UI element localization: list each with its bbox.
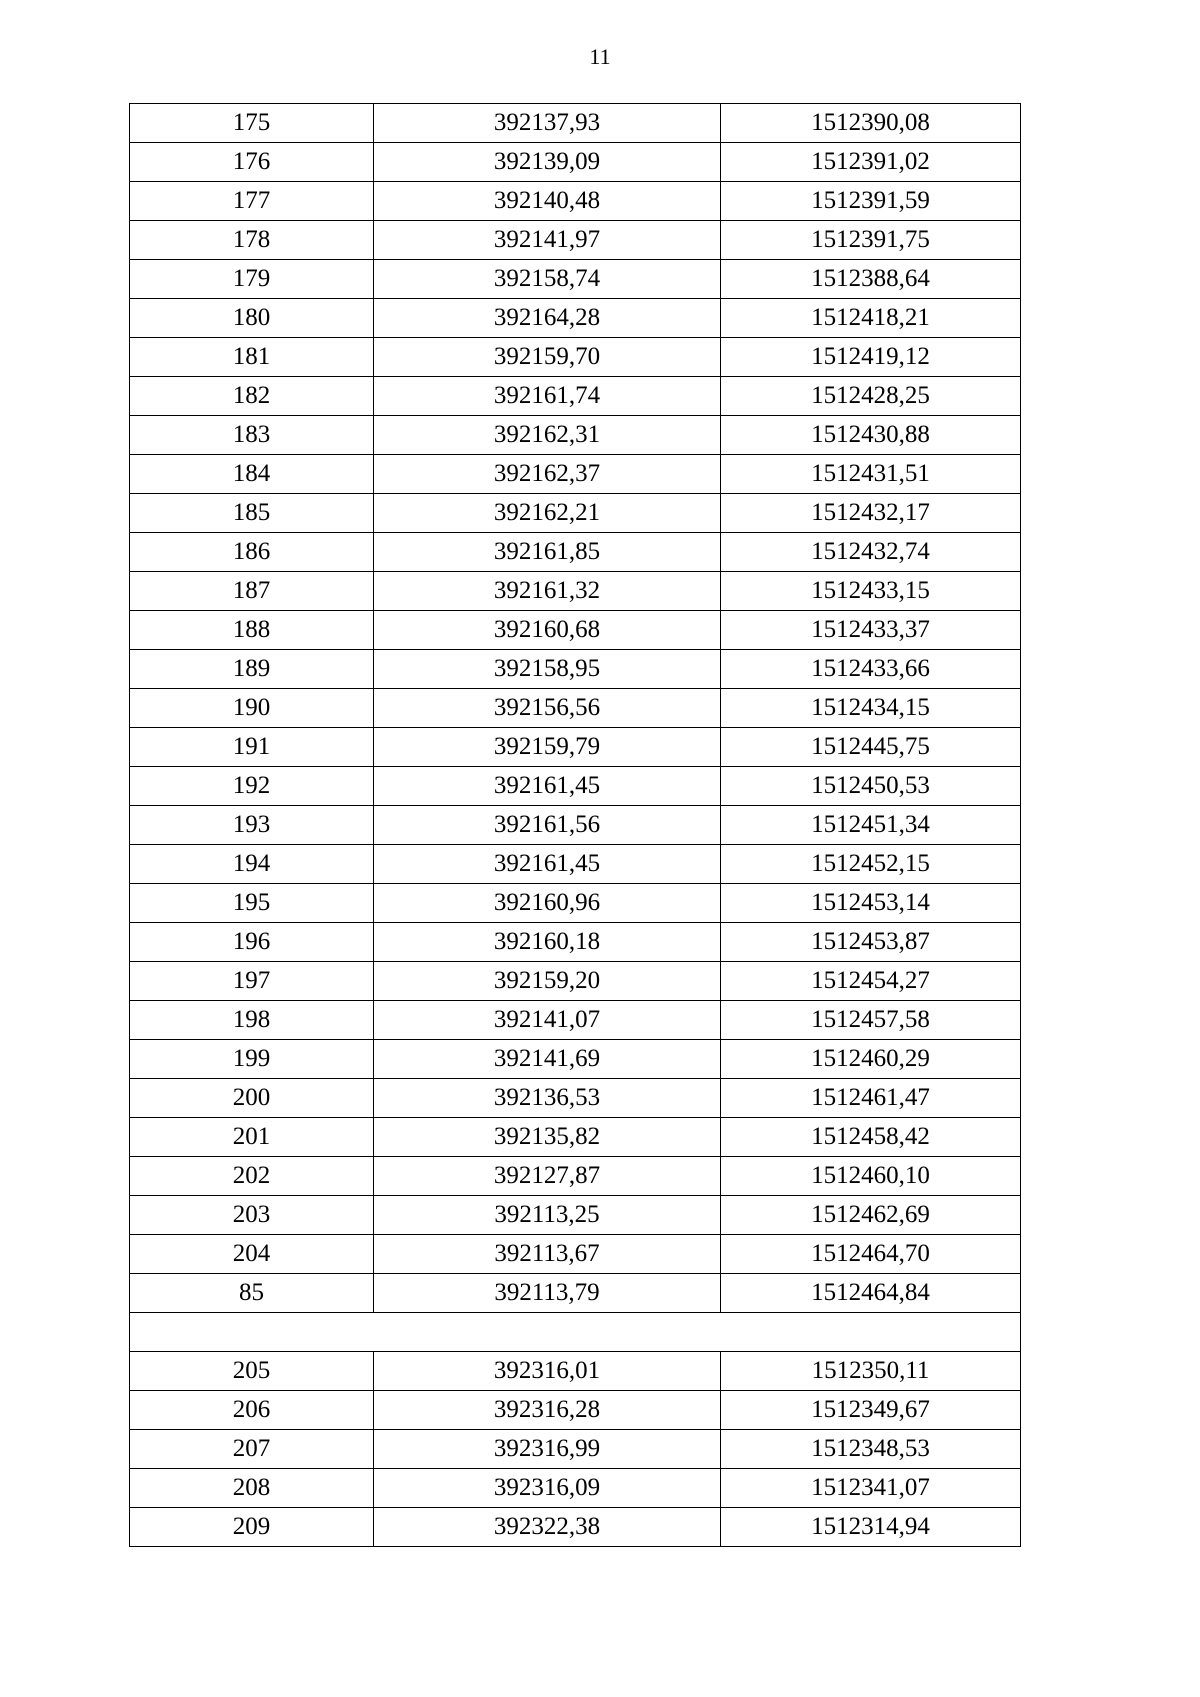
table-row bbox=[130, 1157, 1021, 1196]
x-coordinate-cell: 392141,07 bbox=[374, 1001, 721, 1040]
x-coordinate-cell: 392113,25 bbox=[374, 1196, 721, 1235]
x-coordinate-cell: 392136,53 bbox=[374, 1079, 721, 1118]
y-coordinate-cell: 1512428,25 bbox=[721, 377, 1021, 416]
table-row bbox=[130, 104, 1021, 143]
group-separator-cell bbox=[130, 1313, 1021, 1352]
y-coordinate-cell: 1512458,42 bbox=[721, 1118, 1021, 1157]
point-number-cell: 196 bbox=[130, 923, 374, 962]
point-number-cell: 178 bbox=[130, 221, 374, 260]
y-coordinate-cell: 1512388,64 bbox=[721, 260, 1021, 299]
point-number-cell: 197 bbox=[130, 962, 374, 1001]
y-coordinate-cell: 1512419,12 bbox=[721, 338, 1021, 377]
table-row bbox=[130, 182, 1021, 221]
point-number-cell: 198 bbox=[130, 1001, 374, 1040]
point-number-cell: 201 bbox=[130, 1118, 374, 1157]
y-coordinate-cell: 1512341,07 bbox=[721, 1469, 1021, 1508]
point-number-cell: 192 bbox=[130, 767, 374, 806]
x-coordinate-cell: 392137,93 bbox=[374, 104, 721, 143]
y-coordinate-cell: 1512390,08 bbox=[721, 104, 1021, 143]
x-coordinate-cell: 392161,45 bbox=[374, 845, 721, 884]
y-coordinate-cell: 1512433,37 bbox=[721, 611, 1021, 650]
point-number-cell: 185 bbox=[130, 494, 374, 533]
table-row bbox=[130, 1274, 1021, 1313]
table-row bbox=[130, 1508, 1021, 1547]
table-row bbox=[130, 650, 1021, 689]
y-coordinate-cell: 1512453,87 bbox=[721, 923, 1021, 962]
point-number-cell: 200 bbox=[130, 1079, 374, 1118]
point-number-cell: 191 bbox=[130, 728, 374, 767]
x-coordinate-cell: 392162,21 bbox=[374, 494, 721, 533]
x-coordinate-cell: 392127,87 bbox=[374, 1157, 721, 1196]
table-row bbox=[130, 455, 1021, 494]
x-coordinate-cell: 392161,56 bbox=[374, 806, 721, 845]
table-row bbox=[130, 767, 1021, 806]
point-number-cell: 183 bbox=[130, 416, 374, 455]
table-row bbox=[130, 728, 1021, 767]
x-coordinate-cell: 392316,01 bbox=[374, 1352, 721, 1391]
y-coordinate-cell: 1512314,94 bbox=[721, 1508, 1021, 1547]
point-number-cell: 175 bbox=[130, 104, 374, 143]
x-coordinate-cell: 392113,79 bbox=[374, 1274, 721, 1313]
y-coordinate-cell: 1512445,75 bbox=[721, 728, 1021, 767]
table-row bbox=[130, 299, 1021, 338]
x-coordinate-cell: 392161,32 bbox=[374, 572, 721, 611]
point-number-cell: 182 bbox=[130, 377, 374, 416]
y-coordinate-cell: 1512391,75 bbox=[721, 221, 1021, 260]
table-row bbox=[130, 377, 1021, 416]
table-row bbox=[130, 1040, 1021, 1079]
y-coordinate-cell: 1512457,58 bbox=[721, 1001, 1021, 1040]
y-coordinate-cell: 1512434,15 bbox=[721, 689, 1021, 728]
x-coordinate-cell: 392158,74 bbox=[374, 260, 721, 299]
x-coordinate-cell: 392113,67 bbox=[374, 1235, 721, 1274]
y-coordinate-cell: 1512432,17 bbox=[721, 494, 1021, 533]
point-number-cell: 176 bbox=[130, 143, 374, 182]
point-number-cell: 179 bbox=[130, 260, 374, 299]
table-row bbox=[130, 572, 1021, 611]
y-coordinate-cell: 1512391,02 bbox=[721, 143, 1021, 182]
y-coordinate-cell: 1512460,29 bbox=[721, 1040, 1021, 1079]
x-coordinate-cell: 392159,20 bbox=[374, 962, 721, 1001]
x-coordinate-cell: 392160,18 bbox=[374, 923, 721, 962]
x-coordinate-cell: 392316,28 bbox=[374, 1391, 721, 1430]
table-row bbox=[130, 533, 1021, 572]
point-number-cell: 189 bbox=[130, 650, 374, 689]
point-number-cell: 184 bbox=[130, 455, 374, 494]
point-number-cell: 190 bbox=[130, 689, 374, 728]
point-number-cell: 206 bbox=[130, 1391, 374, 1430]
x-coordinate-cell: 392162,31 bbox=[374, 416, 721, 455]
y-coordinate-cell: 1512433,66 bbox=[721, 650, 1021, 689]
page-number: 11 bbox=[589, 44, 611, 69]
x-coordinate-cell: 392141,69 bbox=[374, 1040, 721, 1079]
x-coordinate-cell: 392139,09 bbox=[374, 143, 721, 182]
x-coordinate-cell: 392162,37 bbox=[374, 455, 721, 494]
point-number-cell: 181 bbox=[130, 338, 374, 377]
table-row bbox=[130, 845, 1021, 884]
table-row bbox=[130, 923, 1021, 962]
x-coordinate-cell: 392158,95 bbox=[374, 650, 721, 689]
point-number-cell: 188 bbox=[130, 611, 374, 650]
y-coordinate-cell: 1512454,27 bbox=[721, 962, 1021, 1001]
coordinates-table bbox=[129, 103, 1021, 1547]
table-row bbox=[130, 962, 1021, 1001]
y-coordinate-cell: 1512348,53 bbox=[721, 1430, 1021, 1469]
table-row bbox=[130, 143, 1021, 182]
table-row bbox=[130, 689, 1021, 728]
x-coordinate-cell: 392159,79 bbox=[374, 728, 721, 767]
point-number-cell: 208 bbox=[130, 1469, 374, 1508]
y-coordinate-cell: 1512452,15 bbox=[721, 845, 1021, 884]
y-coordinate-cell: 1512391,59 bbox=[721, 182, 1021, 221]
x-coordinate-cell: 392160,68 bbox=[374, 611, 721, 650]
point-number-cell: 195 bbox=[130, 884, 374, 923]
x-coordinate-cell: 392164,28 bbox=[374, 299, 721, 338]
x-coordinate-cell: 392161,85 bbox=[374, 533, 721, 572]
y-coordinate-cell: 1512350,11 bbox=[721, 1352, 1021, 1391]
point-number-cell: 199 bbox=[130, 1040, 374, 1079]
y-coordinate-cell: 1512431,51 bbox=[721, 455, 1021, 494]
x-coordinate-cell: 392316,99 bbox=[374, 1430, 721, 1469]
table-row bbox=[130, 1391, 1021, 1430]
y-coordinate-cell: 1512450,53 bbox=[721, 767, 1021, 806]
y-coordinate-cell: 1512418,21 bbox=[721, 299, 1021, 338]
table-row bbox=[130, 1235, 1021, 1274]
x-coordinate-cell: 392140,48 bbox=[374, 182, 721, 221]
table-row bbox=[130, 1430, 1021, 1469]
table-row bbox=[130, 611, 1021, 650]
point-number-cell: 193 bbox=[130, 806, 374, 845]
point-number-cell: 180 bbox=[130, 299, 374, 338]
table-row bbox=[130, 221, 1021, 260]
table-row bbox=[130, 806, 1021, 845]
point-number-cell: 177 bbox=[130, 182, 374, 221]
table-row bbox=[130, 338, 1021, 377]
y-coordinate-cell: 1512460,10 bbox=[721, 1157, 1021, 1196]
y-coordinate-cell: 1512464,84 bbox=[721, 1274, 1021, 1313]
table-row bbox=[130, 1079, 1021, 1118]
point-number-cell: 203 bbox=[130, 1196, 374, 1235]
y-coordinate-cell: 1512430,88 bbox=[721, 416, 1021, 455]
y-coordinate-cell: 1512453,14 bbox=[721, 884, 1021, 923]
point-number-cell: 187 bbox=[130, 572, 374, 611]
point-number-cell: 204 bbox=[130, 1235, 374, 1274]
point-number-cell: 186 bbox=[130, 533, 374, 572]
group-separator-row bbox=[130, 1313, 1021, 1352]
table-row bbox=[130, 416, 1021, 455]
point-number-cell: 85 bbox=[130, 1274, 374, 1313]
y-coordinate-cell: 1512464,70 bbox=[721, 1235, 1021, 1274]
y-coordinate-cell: 1512349,67 bbox=[721, 1391, 1021, 1430]
x-coordinate-cell: 392156,56 bbox=[374, 689, 721, 728]
x-coordinate-cell: 392135,82 bbox=[374, 1118, 721, 1157]
point-number-cell: 205 bbox=[130, 1352, 374, 1391]
table-row bbox=[130, 1469, 1021, 1508]
x-coordinate-cell: 392161,74 bbox=[374, 377, 721, 416]
x-coordinate-cell: 392160,96 bbox=[374, 884, 721, 923]
x-coordinate-cell: 392159,70 bbox=[374, 338, 721, 377]
y-coordinate-cell: 1512451,34 bbox=[721, 806, 1021, 845]
table-row bbox=[130, 884, 1021, 923]
coordinates-table-body bbox=[130, 104, 1021, 1547]
x-coordinate-cell: 392322,38 bbox=[374, 1508, 721, 1547]
x-coordinate-cell: 392141,97 bbox=[374, 221, 721, 260]
y-coordinate-cell: 1512433,15 bbox=[721, 572, 1021, 611]
table-row bbox=[130, 1196, 1021, 1235]
x-coordinate-cell: 392161,45 bbox=[374, 767, 721, 806]
table-row bbox=[130, 494, 1021, 533]
point-number-cell: 209 bbox=[130, 1508, 374, 1547]
y-coordinate-cell: 1512462,69 bbox=[721, 1196, 1021, 1235]
table-row bbox=[130, 1118, 1021, 1157]
table-row bbox=[130, 1001, 1021, 1040]
y-coordinate-cell: 1512461,47 bbox=[721, 1079, 1021, 1118]
table-row bbox=[130, 260, 1021, 299]
point-number-cell: 194 bbox=[130, 845, 374, 884]
x-coordinate-cell: 392316,09 bbox=[374, 1469, 721, 1508]
point-number-cell: 202 bbox=[130, 1157, 374, 1196]
y-coordinate-cell: 1512432,74 bbox=[721, 533, 1021, 572]
point-number-cell: 207 bbox=[130, 1430, 374, 1469]
table-row bbox=[130, 1352, 1021, 1391]
